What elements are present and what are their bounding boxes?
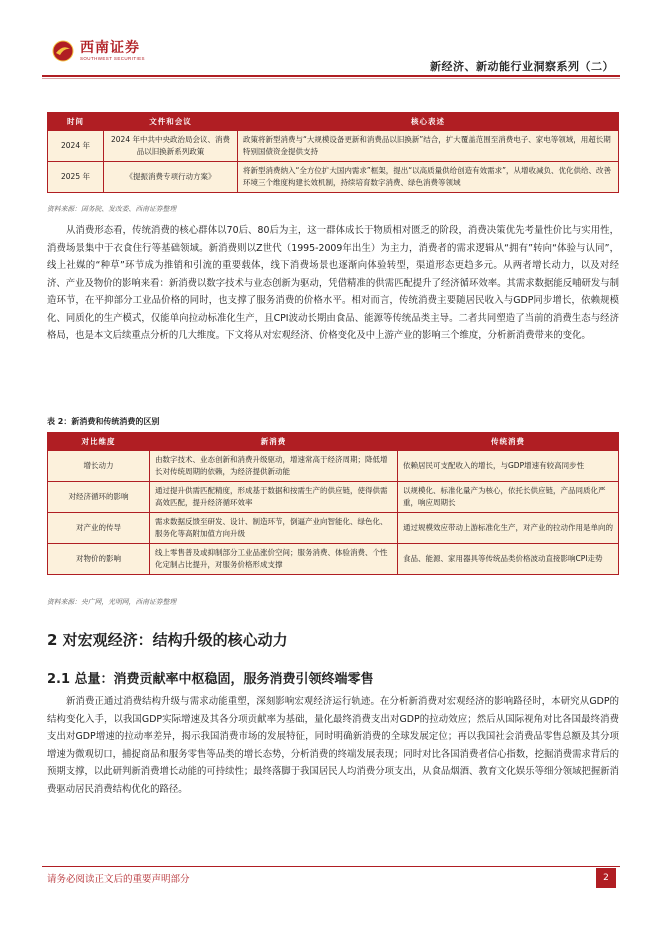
table-header-cell: 对比维度	[48, 433, 150, 451]
logo-name-cn: 西南证券	[80, 40, 140, 56]
disclaimer-note: 请务必阅读正文后的重要声明部分	[47, 874, 190, 885]
table-cell: 2024 年	[48, 131, 104, 162]
body-paragraph: 新消费正通过消费结构升级与需求动能重塑，深刻影响宏观经济运行轨迹。在分析新消费对宏观经济的影响路径时，本研究从GDP的结构变化入手，以我国GDP实际增速及其各分项贡献率为基础，量化最终消费支出对GDP的拉动效应；然后从国际视角对比各国最终消费支出对GDP增速的拉动率差异，揭示我国消费市场的发展特征，同时明确新消费的全球发展定位；再以我国社会消费品零售总额及其分项增速为微观切口，捕捉商品和服务零售等品类的增长态势，分析消费的终端发展表现；同时对比各国消费者信心指数，挖掘消费需求背后的预期支撑，以此研判新消费增长动能的可持续性；最终落脚于我国居民人均消费分项支出，从食品烟酒、教育文化娱乐等细分领域把握新消费驱动居民消费结构优化的路径。	[47, 696, 619, 795]
table-row	[48, 131, 619, 162]
table-cell: 食品、能源、家用器具等传统品类价格波动直接影响CPI走势	[398, 544, 619, 575]
section-heading: 2 对宏观经济：结构升级的核心动力	[47, 631, 288, 649]
header-divider-thin	[42, 78, 620, 79]
table-row	[48, 162, 619, 193]
table-cell: 对经济循环的影响	[48, 482, 150, 513]
table-cell: 由数字技术、业态创新和消费升级驱动，增速常高于经济周期；降低增长对传统周期的依赖，为经济提供新动能	[150, 451, 398, 482]
footer-divider	[42, 866, 620, 867]
table-cell: 线上零售普及或抑制部分工业品涨价空间；服务消费、体验消费、个性化定制占比提升，对服务价格形成支撑	[150, 544, 398, 575]
subsection-heading: 2.1 总量：消费贡献率中枢稳固，服务消费引领终端零售	[47, 672, 374, 687]
table-cell: 对产业的传导	[48, 513, 150, 544]
logo-emblem-icon	[52, 40, 74, 62]
table1-source: 资料来源：国务院、发改委、西南证券整理	[47, 205, 177, 213]
table-header-cell: 新消费	[150, 433, 398, 451]
table-cell: 增长动力	[48, 451, 150, 482]
header-divider	[42, 75, 620, 77]
page-header	[0, 0, 662, 92]
table-cell: 将新型消费纳入“全方位扩大国内需求”框架，提出“以高质量供给创造有效需求”，从增收减负、优化供给、改善环境三个维度构建长效机制，持续培育数字消费、绿色消费等领域	[238, 162, 619, 193]
policy-timeline-table	[47, 112, 619, 193]
table-row	[48, 482, 619, 513]
table-header-cell: 核心表述	[238, 113, 619, 131]
table-cell: 2025 年	[48, 162, 104, 193]
table-row	[48, 544, 619, 575]
table-cell: 以规模化、标准化量产为核心，依托长供应链，产品同质化严重，响应周期长	[398, 482, 619, 513]
table-header-row	[48, 433, 619, 451]
table2-source: 资料来源：央广网，光明网，西南证券整理	[47, 598, 177, 606]
table-header-cell: 传统消费	[398, 433, 619, 451]
table-cell: 2024 年中共中央政治局会议、消费品以旧换新系列政策	[104, 131, 238, 162]
table-cell: 对物价的影响	[48, 544, 150, 575]
table-cell: 依赖居民可支配收入的增长，与GDP增速有较高同步性	[398, 451, 619, 482]
table-row	[48, 451, 619, 482]
table-header-cell: 文件和会议	[104, 113, 238, 131]
table-header-row	[48, 113, 619, 131]
table-cell: 通过提升供需匹配精度，形成基于数据和按需生产的供应链，使得供需高效匹配，提升经济循环效率	[150, 482, 398, 513]
table-cell: 政策将新型消费与“大规模设备更新和消费品以旧换新”结合，扩大覆盖范围至消费电子、家电等领域，用超长期特别国债资金提供支持	[238, 131, 619, 162]
consumption-comparison-table	[47, 432, 619, 575]
table-row	[48, 513, 619, 544]
page-number: 2	[596, 868, 616, 888]
table-cell: 通过规模效应带动上游标准化生产，对产业的拉动作用是单向的	[398, 513, 619, 544]
body-paragraph: 从消费形态看，传统消费的核心群体以70后、80后为主，这一群体成长于物质相对匮乏的阶段，消费决策优先考量性价比与实用性，消费场景集中于衣食住行等基础领域。新消费则以Z世代（1995-2009年出生）为主力，消费者的需求逻辑从“拥有”转向“体验与认同”，线上社媒的“种草”环节成为推销和引流的重要载体，线下消费场景也逐渐向体验转型，渠道形态更趋多元。从两者增长动力，以及对经济、产业及物价的影响来看：新消费以数字技术与业态创新为驱动，凭借精准的供需匹配提升了经济循环效率。其需求数据能反哺研发与制造环节，在平抑部分工业品价格的同时，也支撑了服务消费的价格水平。相对而言，传统消费主要随居民收入与GDP同步增长，依赖规模化、同质化的生产模式，仅能单向拉动标准化生产，且CPI波动长期由食品、能源等传统品类主导。二者共同塑造了当前的消费生态与经济格局，也是本文后续重点分析的几大维度。下文将从对宏观经济、价格变化及中上游产业的影响三个维度，分析新消费带来的变化。	[47, 225, 619, 341]
table-cell: 《提振消费专项行动方案》	[104, 162, 238, 193]
table2-caption: 表 2：新消费和传统消费的区别	[47, 417, 160, 426]
logo-name-en: SOUTHWEST SECURITIES	[80, 56, 145, 61]
table-header-cell: 时间	[48, 113, 104, 131]
series-title: 新经济、新动能行业洞察系列（二）	[430, 60, 614, 73]
table-cell: 需求数据反馈至研发、设计、制造环节，倒逼产业向智能化、绿色化、服务化等高附加值方向升级	[150, 513, 398, 544]
company-logo	[52, 40, 145, 62]
